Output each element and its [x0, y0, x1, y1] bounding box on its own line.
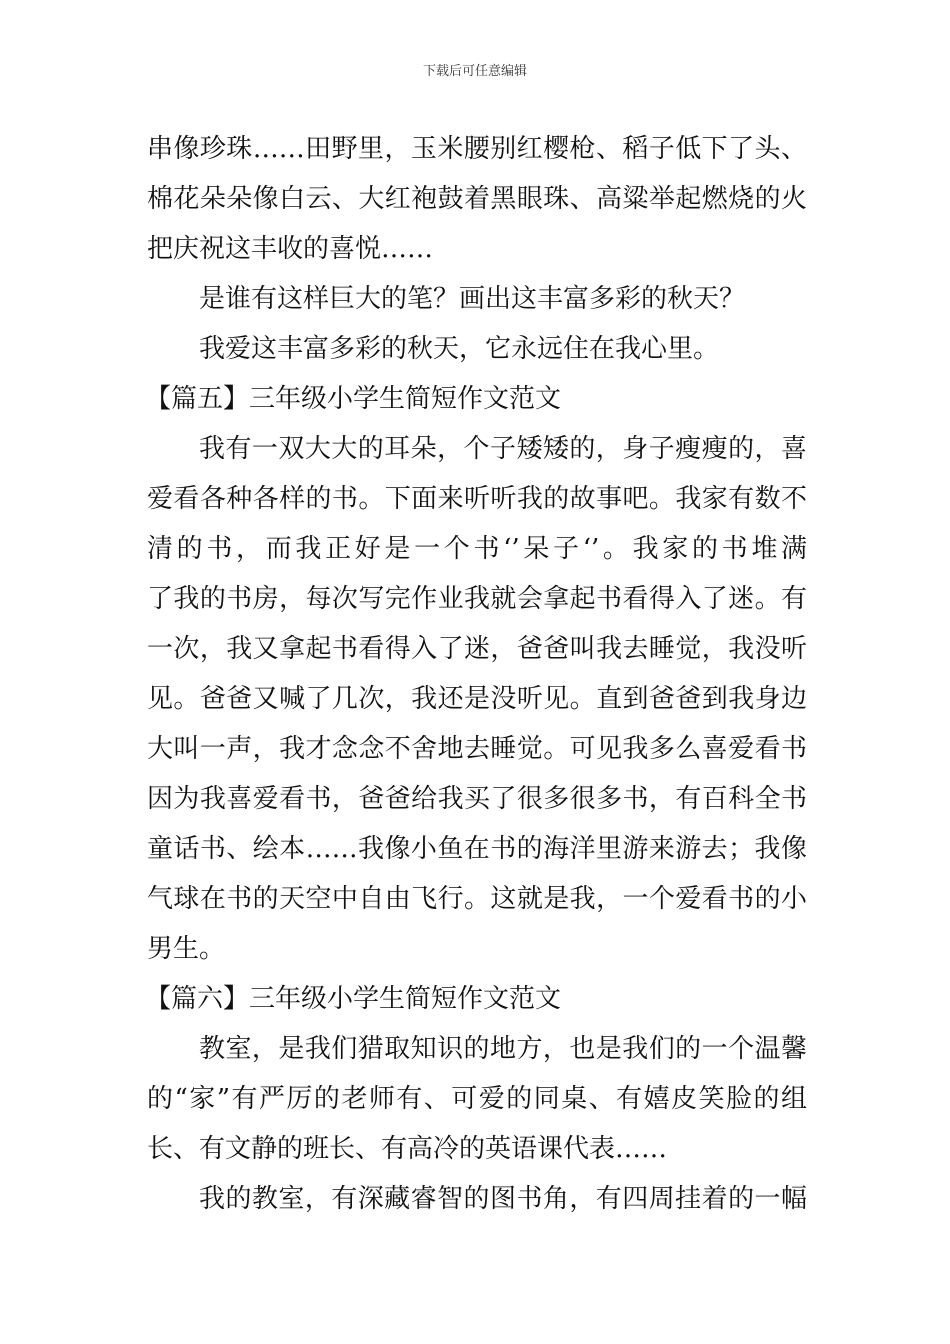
text-line: 的“家”有严厉的老师有、可爱的同桌、有嬉皮笑脸的组 [147, 1084, 807, 1114]
paragraph-line: 是谁有这样巨大的笔？画出这丰富多彩的秋天？ [199, 284, 746, 314]
text-line: 男生。 [147, 934, 226, 964]
document-body [147, 124, 807, 1224]
text-line: 因为我喜爱看书，爸爸给我买了很多很多书，有百科全书 [147, 784, 807, 814]
text-line: 长、有文静的班长、有高冷的英语课代表…… [147, 1134, 668, 1164]
text-line: 童话书、绘本……我像小鱼在书的海洋里游来游去；我像 [147, 834, 807, 864]
text-line: 把庆祝这丰收的喜悦…… [147, 234, 434, 264]
text-line: 棉花朵朵像白云、大红袍鼓着黑眼珠、高粱举起燃烧的火 [147, 184, 807, 214]
section-heading: 【篇五】三年级小学生简短作文范文 [145, 384, 562, 414]
paragraph-line: 我爱这丰富多彩的秋天，它永远住在我心里。 [199, 334, 720, 364]
text-line: 了我的书房，每次写完作业我就会拿起书看得入了迷。有 [147, 584, 807, 614]
text-line: 大叫一声，我才念念不舍地去睡觉。可见我多么喜爱看书 [147, 734, 807, 764]
text-line: 见。爸爸又喊了几次，我还是没听见。直到爸爸到我身边 [147, 684, 807, 714]
paragraph-line: 教室，是我们猎取知识的地方，也是我们的一个温馨 [199, 1034, 807, 1064]
text-line: 一次，我又拿起书看得入了迷，爸爸叫我去睡觉，我没听 [147, 634, 807, 664]
section-heading: 【篇六】三年级小学生简短作文范文 [145, 984, 562, 1014]
text-line: 爱看各种各样的书。下面来听听我的故事吧。我家有数不 [147, 484, 807, 514]
page-header: 下载后可任意编辑 [422, 64, 527, 79]
paragraph-line: 我有一双大大的耳朵，个子矮矮的，身子瘦瘦的，喜 [199, 434, 807, 464]
text-line: 气球在书的天空中自由飞行。这就是我，一个爱看书的小 [147, 884, 807, 914]
text-line: 清的书，而我正好是一个书‘’呆子‘’。我家的书堆满 [147, 534, 807, 564]
text-line: 串像珍珠……田野里，玉米腰别红樱枪、稻子低下了头、 [147, 134, 807, 164]
paragraph-line: 我的教室，有深藏睿智的图书角，有四周挂着的一幅 [199, 1184, 807, 1214]
